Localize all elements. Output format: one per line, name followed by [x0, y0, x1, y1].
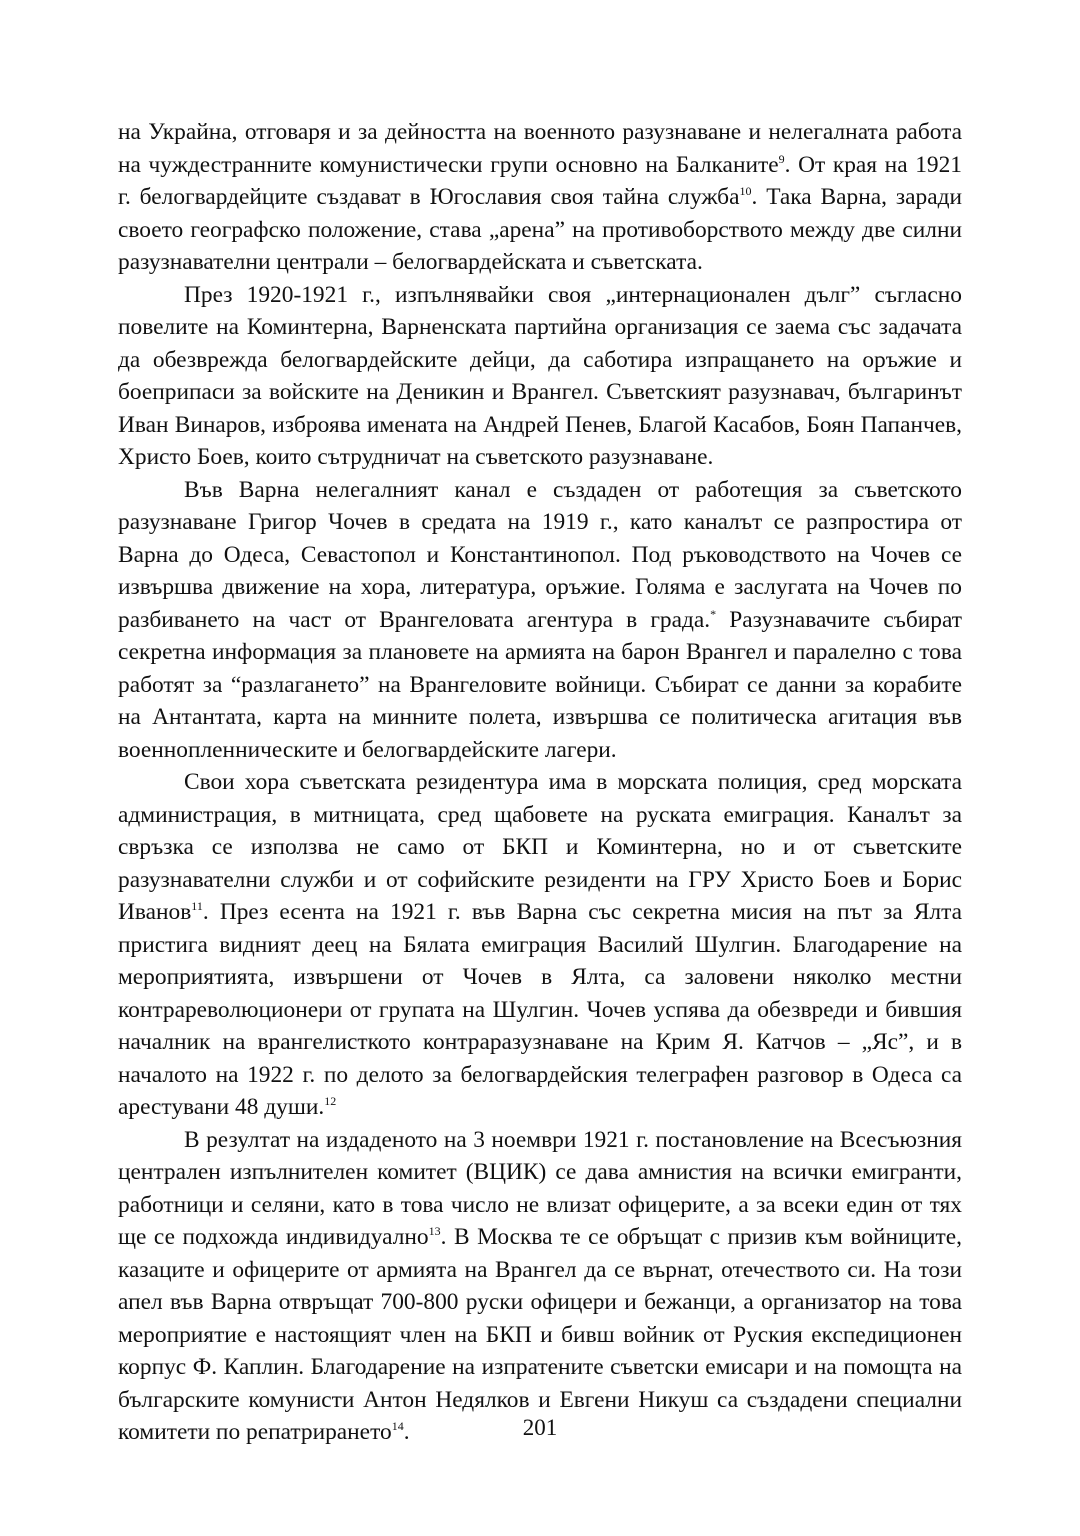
paragraph [118, 766, 962, 1124]
text-run: През 1920-1921 г., изпълнявайки своя „интернационален дълг” съгласно повелите на Коминтерна, Варненската партийна организация се заема със задачата да обезврежда белогвардейските дейци, да саботира изпращането на оръжие и боеприпаси за войските на Деникин и Врангел. Съветският разузнавач, българинът Иван Винаров, изброява имената на Андрей Пенев, Благой Касабов, Боян Папанчев, Христо Боев, които сътрудничат на съветското разузнаване. [118, 281, 962, 470]
page-number: 201 [522, 1415, 558, 1440]
footnote-marker: 10 [739, 184, 752, 199]
paragraph [118, 1124, 962, 1449]
text-run: Свои хора съветската резидентура има в морската полиция, сред морската администрация, в митницата, сред щабовете на руската емиграция. Каналът за свръзка се използва не само от БКП и Коминтерна, но и от съветските разузнавателни служби и от софийските резиденти на ГРУ Христо Боев и Борис Иванов [118, 769, 962, 925]
footnote-marker: 12 [324, 1094, 337, 1109]
text-run: . В Москва те се обръщат с призив към войниците, казаците и офицерите от армията на Врангел да се върнат, отечеството си. На този апел във Варна отвръщат 700-800 руски офицери и бежанци, а организатор на това мероприятие е настоящият член на БКП и бивш войник от Руския експедиционен корпус Ф. Каплин. Благодарение на изпратените съветски емисари и на помощта на българските комунисти Антон Недялков и Евгени Никуш са създадени специални комитети по репатрирането [118, 1224, 963, 1445]
text-run: на Украйна, отговаря и за дейността на военното разузнаване и нелегалната работа на чуждестранните комунистически групи основно на Балканите [118, 119, 962, 178]
text-run: . Така Варна, заради своето географско положение, става „арена” на противоборството между две силни разузнавателни централи – белогвардейската и съветската. [118, 184, 962, 275]
paragraph [118, 474, 962, 767]
footnote-marker: 9 [778, 151, 785, 166]
text-run: . През есента на 1921 г. във Варна със секретна мисия на път за Ялта пристига видният деец на Бялата емиграция Василий Шулгин. Благодарение на мероприятията, извършени от Чочев в Ялта, са заловени няколко местни контрареволюционери от групата на Шулгин. Чочев успява да обезвреди и бившия началник на врангелисткото контраразузнаване на Крим Я. Катчов – „Яс”, и в началото на 1922 г. по делото за белогвардейския телеграфен разговор в Одеса са арестувани 48 души. [118, 899, 962, 1120]
text-run: Разузнавачите събират секретна информация за плановете на армията на барон Врангел и паралелно с това работят за “разлагането” на Врангеловите войници. Събират се данни за корабите на Антантата, карта на минните полета, извършва се политическа агитация във военнопленническите и белогвардейските лагери. [118, 606, 962, 763]
footnote-marker: * [710, 606, 717, 621]
text-run: В резултат на издаденото на 3 ноември 1921 г. постановление на Всесъюзния централен изпълнителен комитет (ВЦИК) се дава амнистия на всички емигранти, работници и селяни, като в това число не влизат офицерите, а за всеки един от тях ще се подхожда индивидуално [118, 1126, 962, 1250]
text-run: . От края на 1921 г. белогвардейците създават в Югославия своя тайна служба [118, 151, 963, 210]
paragraph [118, 116, 962, 279]
footnote-marker: 14 [391, 1419, 404, 1434]
footnote-marker: 13 [428, 1224, 441, 1239]
paragraph [118, 279, 962, 474]
page-body [118, 116, 962, 1449]
text-run: Във Варна нелегалният канал е създаден от работещия за съветското разузнаване Григор Чочев в средата на 1919 г., като каналът се разпростира от Варна до Одеса, Севастопол и Константинопол. Под ръководството на Чочев се извършва движение на хора, литература, оръжие. Голяма е заслугата на Чочев по разбиването на част от Врангеловата агентура в града. [118, 476, 962, 633]
text-run: . [403, 1419, 410, 1445]
footnote-marker: 11 [191, 899, 203, 914]
